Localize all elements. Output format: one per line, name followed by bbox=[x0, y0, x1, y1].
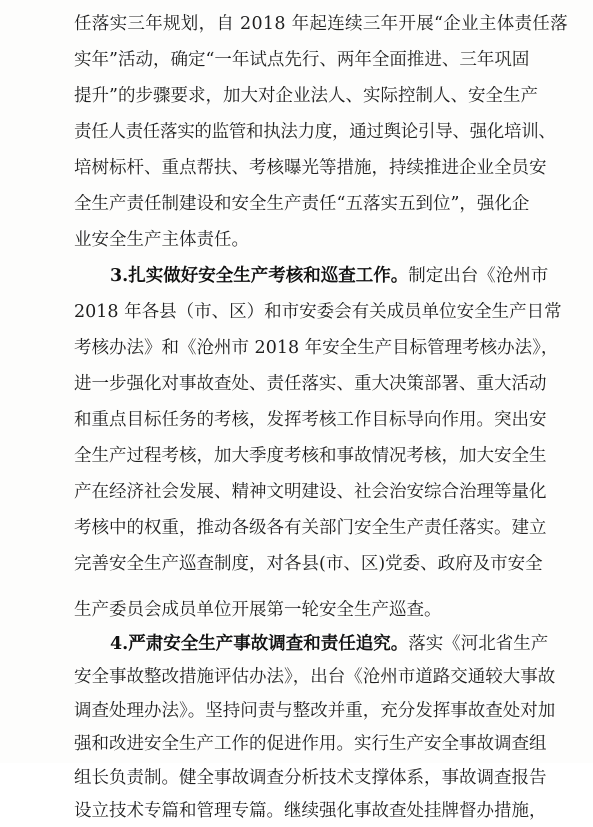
text-line bbox=[74, 188, 593, 220]
line-text: 实年”活动，确定“一年试点先行、两年全面推进、三年巩固 bbox=[74, 50, 530, 70]
text-line bbox=[74, 116, 593, 148]
line-text: 强和改进安全生产工作的促进作用。实行生产安全事故调查组 bbox=[74, 734, 547, 754]
text-line bbox=[74, 795, 593, 827]
line-text: 全生产过程考核，加大季度考核和事故情况考核，加大安全生 bbox=[74, 446, 547, 466]
text-line bbox=[74, 476, 593, 508]
text-line bbox=[74, 594, 593, 626]
text-line bbox=[74, 695, 593, 727]
text-line bbox=[74, 80, 593, 112]
line-text: 制定出台《沧州市 bbox=[408, 266, 549, 286]
line-text: 考核中的权重，推动各级各有关部门安全生产责任落实。建立 bbox=[74, 518, 547, 538]
section-heading: 3.扎实做好安全生产考核和巡查工作。 bbox=[110, 266, 409, 286]
line-text: 生产委员会成员单位开展第一轮安全生产巡查。 bbox=[74, 600, 442, 620]
line-text: 提升”的步骤要求，加大对企业法人、实际控制人、安全生产 bbox=[74, 86, 538, 106]
line-text: 任落实三年规划，自 2018 年起连续三年开展“企业主体责任落 bbox=[74, 14, 568, 34]
line-text: 调查处理办法》。坚持问责与整改并重，充分发挥事故查处对加 bbox=[74, 700, 556, 721]
text-line bbox=[110, 628, 593, 660]
text-line bbox=[74, 224, 593, 256]
line-text: 考核办法》和《沧州市 2018 年安全生产目标管理考核办法》， bbox=[74, 338, 559, 358]
line-text: 落实《河北省生产 bbox=[408, 633, 549, 654]
text-line bbox=[74, 44, 593, 76]
text-line bbox=[110, 260, 593, 292]
line-text: 全生产责任制建设和安全生产责任“五落实五到位”，强化企 bbox=[74, 194, 530, 214]
line-text: 业安全生产主体责任。 bbox=[74, 230, 249, 250]
text-line bbox=[74, 512, 593, 544]
line-text: 进一步强化对事故查处、责任落实、重大决策部署、重大活动 bbox=[74, 374, 547, 394]
line-text: 培树标杆、重点帮扶、考核曝光等措施，持续推进企业全员安 bbox=[74, 158, 547, 178]
line-text: 安全事故整改措施评估办法》，出台《沧州市道路交通较大事故 bbox=[74, 667, 556, 687]
text-line bbox=[74, 548, 593, 580]
text-line bbox=[74, 404, 593, 436]
text-line bbox=[74, 8, 593, 40]
line-text: 2018 年各县（市、区）和市安委会有关成员单位安全生产日常 bbox=[74, 302, 562, 322]
line-text: 和重点目标任务的考核，发挥考核工作目标导向作用。突出安 bbox=[74, 410, 547, 430]
section-heading: 4.严肃安全生产事故调查和责任追究。 bbox=[110, 633, 409, 654]
line-text: 完善安全生产巡查制度，对各县(市、区)党委、政府及市安全 bbox=[74, 554, 543, 574]
text-line bbox=[74, 661, 593, 693]
line-text: 设立技术专篇和管理专篇。继续强化事故查处挂牌督办措施， bbox=[74, 801, 547, 821]
text-line bbox=[74, 332, 593, 364]
line-text: 产在经济社会发展、精神文明建设、社会治安综合治理等量化 bbox=[74, 482, 547, 502]
text-line bbox=[74, 368, 593, 400]
text-line bbox=[74, 762, 593, 794]
text-line bbox=[74, 152, 593, 184]
line-text: 组长负责制。健全事故调查分析技术支撑体系，事故调查报告 bbox=[74, 767, 547, 788]
text-line bbox=[74, 728, 593, 760]
text-line bbox=[74, 296, 593, 328]
text-line bbox=[74, 440, 593, 472]
line-text: 责任人责任落实的监管和执法力度，通过舆论引导、强化培训、 bbox=[74, 122, 556, 142]
